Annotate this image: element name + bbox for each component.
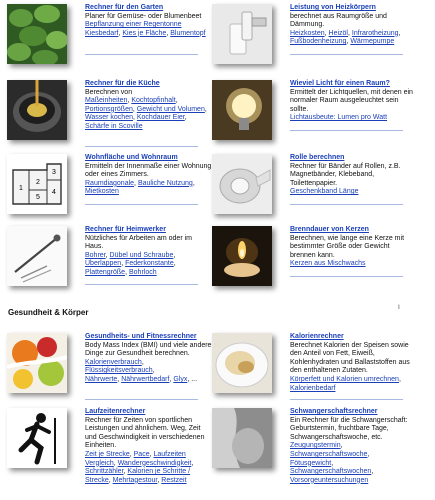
- link-schaerfe[interactable]: Schärfe in Scoville: [85, 122, 143, 130]
- card-roll: [212, 154, 417, 228]
- link-bohrer[interactable]: Bohrer: [85, 251, 106, 259]
- food-plate-icon[interactable]: [212, 333, 272, 393]
- link-duebel-schraube[interactable]: Dübel und Schraube: [109, 251, 174, 259]
- link-schwangerschaftswochen[interactable]: Schwangerschaftswochen: [290, 468, 372, 476]
- card-text: Leistung von Heizkörpern berechnet aus Raumgröße und Dämmung. Heizkosten, Heizöl, Infrarotheizung, Fußbodenheizung, Wärmepumpe: [290, 4, 417, 47]
- card-title-link[interactable]: Schwangerschaftsrechner: [290, 408, 378, 415]
- card-garden: [7, 4, 212, 78]
- link-heizoel[interactable]: Heizöl: [328, 29, 348, 37]
- light-bulb-icon[interactable]: [212, 80, 272, 140]
- card-title-link[interactable]: Rechner für den Garten: [85, 4, 164, 11]
- link-restzeit[interactable]: Restzeit: [161, 476, 187, 484]
- floor-plan-icon[interactable]: [7, 154, 67, 214]
- card-text: Rechner für Heimwerker Nützliches für Arbeiten am oder im Haus. Bohrer, Dübel und Schraube, Überlappen, Federkonstante, Plattengröße, Bohrloch: [85, 226, 212, 278]
- link-kerzen-mischwachs[interactable]: Kerzen aus Mischwachs: [290, 260, 366, 268]
- card-title-link[interactable]: Wohnfläche und Wohnraum: [85, 154, 178, 161]
- pregnancy-icon[interactable]: [212, 408, 272, 468]
- radiator-valve-icon[interactable]: [212, 4, 272, 64]
- link-kalorienverbrauch[interactable]: Kalorienverbrauch: [85, 358, 142, 366]
- card-description: Ein Rechner für die Schwangerschaft: Geburtstermin, fruchtbare Tage, Schwangerschaftswoche, etc.: [290, 416, 408, 441]
- link-naehrwerte[interactable]: Nährwerte: [85, 375, 118, 383]
- more-ellipsis: ...: [191, 375, 198, 383]
- link-wasser-kochen[interactable]: Wasser kochen: [85, 114, 133, 122]
- divider: [85, 399, 198, 400]
- card-text: [290, 80, 417, 123]
- card-pregnancy: [212, 408, 417, 482]
- card-candle: [212, 226, 417, 300]
- card-text: [290, 154, 417, 197]
- card-text: Kalorienrechner Berechnet Kalorien der Speisen sowie den Anteil von Fett, Eiweiß, Kohlenhydraten und Ballaststoffen aus den enthaltenen Zutaten. Körperfett und Kalorien umrechnen, Kalorienbedarf: [290, 333, 417, 393]
- divider: [85, 204, 198, 205]
- plan-label: 2: [36, 179, 40, 186]
- card-text: Rechner für den Garten Planer für Gemüse- oder Blumenbeet Bepflanzung einer Regentonne Kiesbedarf, Kies je Fläche, Blumentopf: [85, 4, 212, 38]
- card-title-link[interactable]: Rolle berechnen: [290, 154, 345, 161]
- plan-label: 5: [36, 194, 40, 201]
- link-federkonstante[interactable]: Federkonstante: [125, 260, 174, 268]
- card-description: Rechner für Zeiten von sportlichen Leistungen und ähnlichem. Weg, Zeit und Geschwindigkeit in verschiedenen Einheiten.: [85, 416, 205, 450]
- card-description: berechnet aus Raumgröße und Dämmung.: [290, 12, 387, 29]
- link-geschenkband[interactable]: Geschenkband Länge: [290, 188, 359, 196]
- card-description: Berechnen von: [85, 88, 133, 96]
- link-wandergeschwindigkeit[interactable]: Wandergeschwindigkeit: [117, 459, 192, 467]
- running-person-icon[interactable]: [7, 408, 67, 468]
- card-title-link[interactable]: Wieviel Licht für einen Raum?: [290, 80, 390, 87]
- link-blumentopf[interactable]: Blumentopf: [170, 29, 206, 37]
- card-description: Berechnen, wie lange eine Kerze mit bestimmter Größe oder Gewicht brennen kann.: [290, 234, 405, 259]
- link-mehrtagestour[interactable]: Mehrtagestour: [112, 476, 158, 484]
- card-description: Nützliches für Arbeiten am oder im Haus.: [85, 234, 192, 251]
- link-kalorienbedarf[interactable]: Kalorienbedarf: [290, 384, 336, 392]
- link-portionsgroessen[interactable]: Portionsgrößen: [85, 105, 133, 113]
- card-text: Wohnfläche und Wohnraum Ermitteln der Innenmaße einer Wohnung oder eines Zimmers. Raumdiagonale, Bauliche Nutzung, Mietkosten: [85, 154, 212, 196]
- card-description: Ermitteln der Innenmaße einer Wohnung oder eines Zimmers.: [85, 162, 212, 179]
- screw-nail-icon[interactable]: [7, 226, 67, 286]
- link-kalorien-schritte[interactable]: Kalorien je Schritte / Strecke: [85, 468, 191, 484]
- link-bauliche-nutzung[interactable]: Bauliche Nutzung: [137, 179, 193, 187]
- link-raumdiagonale[interactable]: Raumdiagonale: [85, 179, 135, 187]
- divider: [85, 54, 198, 55]
- card-title-link[interactable]: Gesundheits- und Fitnessrechner: [85, 333, 197, 340]
- card-calories: [212, 333, 417, 407]
- divider: [290, 399, 403, 400]
- card-description: Body Mass Index (BMI) und viele andere Dinge zur Gesundheit berechnen.: [85, 341, 212, 358]
- link-pace[interactable]: Pace: [133, 450, 150, 458]
- link-fluessigkeitsverbrauch[interactable]: Flüssigkeitsverbrauch: [85, 367, 153, 375]
- link-gewicht-volumen[interactable]: Gewicht und Volumen: [136, 105, 205, 113]
- link-infrarotheizung[interactable]: Infrarotheizung: [351, 29, 399, 37]
- card-title-link[interactable]: Rechner für Heimwerker: [85, 226, 166, 233]
- card-text: [290, 226, 417, 269]
- fruit-measuring-tape-icon[interactable]: [7, 333, 67, 393]
- stray-mark: ι: [398, 302, 400, 311]
- link-heizkosten[interactable]: Heizkosten: [290, 29, 325, 37]
- link-masseinheiten[interactable]: Maßeinheiten: [85, 97, 128, 105]
- link-kochtopfinhalt[interactable]: Kochtopfinhalt: [131, 97, 176, 105]
- divider: [290, 276, 403, 277]
- link-ueberlappen[interactable]: Überlappen: [85, 260, 122, 268]
- card-health: [7, 333, 212, 407]
- link-kiesbedarf[interactable]: Kiesbedarf: [85, 29, 119, 37]
- link-fussbodenheizung[interactable]: Fußbodenheizung: [290, 38, 347, 46]
- link-kies-flaeche[interactable]: Kies je Fläche: [122, 29, 167, 37]
- card-text: Laufzeitenrechner Rechner für Zeiten von sportlichen Leistungen und ähnlichem. Weg, Zeit und Geschwindigkeit in verschiedenen Einheiten. Zeit je Strecke, Pace, Laufzeiten Vergleich, Wandergeschwindigkeit, Schrittzähler, Kalorien je Schritte / Strecke, Mehrtagestour, Restzeit: [85, 408, 212, 485]
- divider: [85, 284, 198, 285]
- card-text: Gesundheits- und Fitnessrechner Body Mass Index (BMI) und viele andere Dinge zur Gesundheit berechnen. Kalorienverbrauch, Flüssigkeitsverbrauch, Nährwerte, Nährwertbedarf, Glyx, ...: [85, 333, 212, 383]
- plant-leaves-icon[interactable]: [7, 4, 67, 64]
- cooking-pot-icon[interactable]: [7, 80, 67, 140]
- card-description: Ermittelt der Lichtquellen, mit denen ein normaler Raum ausgeleuchtet sein sollte.: [290, 88, 413, 113]
- link-lichtausbeute[interactable]: Lichtausbeute: Lumen pro Watt: [290, 114, 388, 122]
- card-diy: [7, 226, 212, 300]
- card-description: Berechnet Kalorien der Speisen sowie den Anteil von Fett, Eiweiß, Kohlenhydraten und Ballaststoffen aus den enthaltenen Zutaten.: [290, 341, 410, 375]
- card-kitchen: [7, 80, 212, 154]
- divider: [290, 204, 403, 205]
- card-description: Rechner für Bänder auf Rollen, z.B. Magnetbänder, Klebeband, Toilettenpapier.: [290, 162, 401, 187]
- link-regentonne[interactable]: Bepflanzung einer Regentonne: [85, 21, 182, 29]
- link-naehrwertbedarf[interactable]: Nährwertbedarf: [121, 375, 170, 383]
- link-waermepumpe[interactable]: Wärmepumpe: [350, 38, 395, 46]
- card-title-link[interactable]: Rechner für die Küche: [85, 80, 160, 87]
- card-running: [7, 408, 212, 482]
- card-heating: [212, 4, 417, 78]
- link-plattengroesse[interactable]: Plattengröße: [85, 268, 126, 276]
- card-title-link[interactable]: Brenndauer von Kerzen: [290, 226, 369, 233]
- link-glyx[interactable]: Glyx: [173, 375, 188, 383]
- candle-icon[interactable]: [212, 226, 272, 286]
- card-light: [212, 80, 417, 154]
- card-title-link[interactable]: Kalorienrechner: [290, 333, 344, 340]
- link-schrittzaehler[interactable]: Schrittzähler: [85, 468, 124, 476]
- divider: [290, 54, 403, 55]
- card-text: Schwangerschaftsrechner Ein Rechner für die Schwangerschaft: Geburtstermin, fruchtbare Tage, Schwangerschaftswoche, etc. Zeugungstermin, Schwangerschaftswoche, Fötusgewicht, Schwangerschaftswochen, Vorsorgeuntersuchungen: [290, 408, 417, 485]
- card-description: Planer für Gemüse- oder Blumenbeet: [85, 12, 202, 20]
- link-kochdauer-eier[interactable]: Kochdauer Eier: [136, 114, 185, 122]
- link-zeugungstermin[interactable]: Zeugungstermin: [290, 442, 341, 450]
- plan-label: 1: [19, 185, 23, 192]
- card-text: Rechner für die Küche Berechnen von Maßeinheiten, Kochtopfinhalt, Portionsgrößen, Gewicht und Volumen, Wasser kochen, Kochdauer Eier, Schärfe in Scoville: [85, 80, 212, 132]
- card-living-space: [7, 154, 212, 228]
- plan-label: 4: [52, 189, 56, 196]
- divider: [85, 146, 198, 147]
- card-title-link[interactable]: Laufzeitenrechner: [85, 408, 146, 415]
- link-laufzeiten-vergleich[interactable]: Laufzeiten Vergleich: [85, 450, 186, 467]
- link-bohrloch[interactable]: Bohrloch: [128, 268, 157, 276]
- link-koerperfett-kalorien[interactable]: Körperfett und Kalorien umrechnen: [290, 375, 399, 383]
- divider: [290, 130, 403, 131]
- link-foetusgewicht[interactable]: Fötusgewicht: [290, 459, 332, 467]
- section-heading: Gesundheit & Körper: [8, 308, 89, 317]
- link-vorsorgeuntersuchungen[interactable]: Vorsorgeuntersuchungen: [290, 476, 369, 484]
- link-schwangerschaftswoche[interactable]: Schwangerschaftswoche: [290, 450, 368, 458]
- link-zeit-je-strecke[interactable]: Zeit je Strecke: [85, 450, 130, 458]
- plan-label: 3: [52, 169, 56, 176]
- link-mietkosten[interactable]: Mietkosten: [85, 188, 119, 196]
- card-title-link[interactable]: Leistung von Heizkörpern: [290, 4, 376, 11]
- tape-roll-icon[interactable]: [212, 154, 272, 214]
